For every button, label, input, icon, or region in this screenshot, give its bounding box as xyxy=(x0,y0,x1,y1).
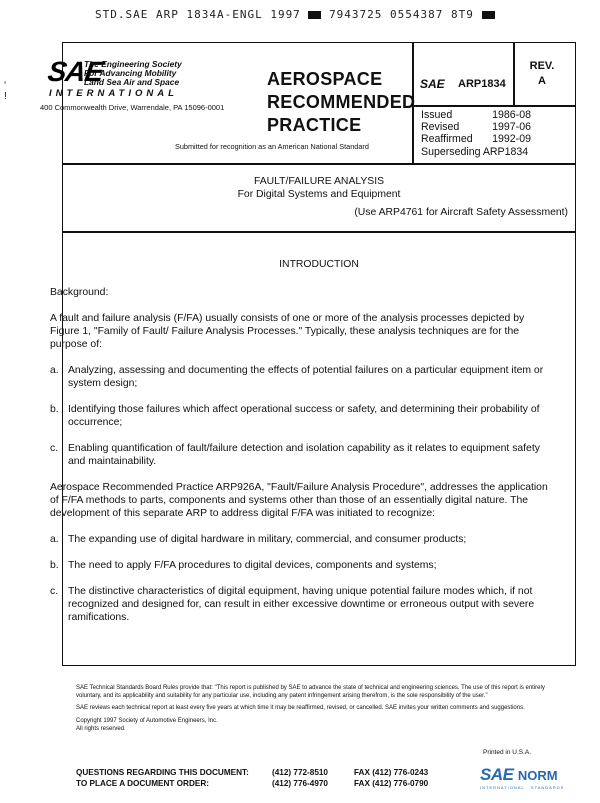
list-item xyxy=(50,585,556,624)
address: 400 Commonwealth Drive, Warrendale, PA 15096-0001 xyxy=(40,103,225,112)
header-stamp-code: 7943725 0554387 8T9 xyxy=(329,8,474,21)
fax-number: FAX (412) 776-0790 xyxy=(354,779,429,788)
list-text: Identifying those failures which affect operational success or safety, and determining their probability of occurrence; xyxy=(68,404,540,428)
stamp-sub: STANDARDS xyxy=(530,785,565,790)
contact-label: TO PLACE A DOCUMENT ORDER: xyxy=(76,779,209,788)
subject-subtitle: For Digital Systems and Equipment xyxy=(237,189,401,200)
list-item xyxy=(50,559,556,572)
date-label: Reaffirmed xyxy=(421,133,473,146)
logo-tagline xyxy=(84,60,182,87)
submitted-note: Submitted for recognition as an American National Standard xyxy=(175,142,369,151)
date-value: 1986-08 xyxy=(492,109,531,121)
document-type xyxy=(267,68,415,137)
list-marker: a. xyxy=(50,534,59,545)
date-label: Issued xyxy=(421,109,453,121)
header-divider xyxy=(412,105,576,107)
stamp-sub: INTERNATIONAL xyxy=(480,785,525,790)
footer-review: SAE reviews each technical report at least every five years at which time it may be reaffirmed, revised, or cancelled. SAE invites your written comments and suggestions. xyxy=(76,705,525,712)
fax-number: FAX (412) 776-0243 xyxy=(354,768,429,777)
section-heading: INTRODUCTION xyxy=(279,259,359,270)
redaction-block-icon xyxy=(308,11,321,19)
phone-number: (412) 772-8510 xyxy=(272,768,328,777)
sae-norm-stamp xyxy=(480,765,564,790)
contact-phones xyxy=(272,767,328,789)
footer-rights: All rights reserved. xyxy=(76,725,126,732)
paragraph: Aerospace Recommended Practice ARP926A, "Fault/Failure Analysis Procedure", addresses the application of F/FA methods to parts, components and systems other than those of an essentially digital nature. The development of this separate ARP to address digital F/FA was initiated to recognize: xyxy=(50,482,548,519)
date-row xyxy=(421,121,531,133)
footer-legal xyxy=(76,685,548,734)
body-text xyxy=(50,286,556,637)
printed-in: Printed in U.S.A. xyxy=(483,749,532,756)
header-divider xyxy=(62,163,576,165)
stamp-word: NORM xyxy=(517,768,558,783)
date-label: Revised xyxy=(421,121,460,134)
contact-label: QUESTIONS REGARDING THIS DOCUMENT: xyxy=(76,768,249,777)
list-marker: a. xyxy=(50,365,59,376)
subject-title: FAULT/FAILURE ANALYSIS xyxy=(253,176,385,187)
logo-line: Land Sea Air and Space xyxy=(84,77,180,87)
subject-note: (Use ARP4761 for Aircraft Safety Assessment) xyxy=(354,207,568,218)
redaction-block-icon xyxy=(482,11,495,19)
list-text: Enabling quantification of fault/failure detection and isolation capability as it relates to equipment safety and maintainability. xyxy=(68,443,540,467)
doc-type-line: PRACTICE xyxy=(267,115,362,135)
list-text: The need to apply F/FA procedures to digital devices, components and systems; xyxy=(68,560,437,571)
logo-international: INTERNATIONAL xyxy=(49,88,178,99)
header-divider xyxy=(62,231,576,233)
footer-rules: SAE Technical Standards Board Rules provide that: "This report is published by SAE to advance the state of technical and engineering sciences. The use of this report is entirely voluntary, and its applicability and suitability for any particular use, including any patent infringement arising therefrom, is the sole responsibility of the user." xyxy=(76,685,545,699)
doc-type-line: AEROSPACE xyxy=(267,69,383,89)
doc-type-line: RECOMMENDED xyxy=(267,92,416,112)
revision-label: REV. xyxy=(529,60,555,72)
list-text: The distinctive characteristics of digital equipment, having unique potential failure modes which, if not recognized and designed for, can result in either excessive downtime or erroneous output with severe ramifications. xyxy=(68,586,535,623)
date-block xyxy=(421,109,531,158)
list-item xyxy=(50,364,556,390)
date-row xyxy=(421,109,531,121)
list-text: The expanding use of digital hardware in military, commercial, and consumer products; xyxy=(68,534,467,545)
paragraph: A fault and failure analysis (F/FA) usually consists of one or more of the analysis processes depicted by Figure 1, "Family of Fault/ Failure Analysis Processes." Typically, these analysis techniques are for the purpose of: xyxy=(50,313,525,350)
list-marker: b. xyxy=(50,404,59,415)
header-stamp xyxy=(95,8,495,21)
list-item xyxy=(50,442,556,468)
list-marker: c. xyxy=(50,443,59,454)
logo-line: The Engineering Society xyxy=(84,59,182,69)
stamp-mark: SAE xyxy=(480,765,514,784)
list-marker: b. xyxy=(50,560,59,571)
revision-value: A xyxy=(538,75,546,87)
subject-block xyxy=(63,175,575,201)
header-stamp-text: STD.SAE ARP 1834A-ENGL 1997 xyxy=(95,8,301,21)
sae-logo: SAE xyxy=(45,56,105,87)
footer-copyright: Copyright 1997 Society of Automotive Engineers, Inc. xyxy=(76,718,218,725)
header-divider xyxy=(513,42,515,106)
list-marker: c. xyxy=(50,586,59,597)
document-number: ARP1834 xyxy=(458,78,506,90)
margin-mark-icon: ‘ ! xyxy=(4,80,7,102)
revision-box xyxy=(527,59,557,89)
logo-line: For Advancing Mobility xyxy=(84,68,177,78)
contact-faxes xyxy=(354,767,428,789)
date-value: 1992-09 xyxy=(492,133,531,146)
contact-labels xyxy=(76,767,249,789)
list-item xyxy=(50,533,556,546)
sae-small-logo: SAE xyxy=(420,77,445,91)
paragraph: Background: xyxy=(50,287,109,298)
phone-number: (412) 776-4970 xyxy=(272,779,328,788)
date-value: 1997-06 xyxy=(492,121,531,134)
date-row xyxy=(421,133,531,145)
superseding: Superseding ARP1834 xyxy=(421,145,529,158)
list-text: Analyzing, assessing and documenting the effects of potential failures on a particular equipment item or system design; xyxy=(68,365,544,389)
list-item xyxy=(50,403,556,429)
